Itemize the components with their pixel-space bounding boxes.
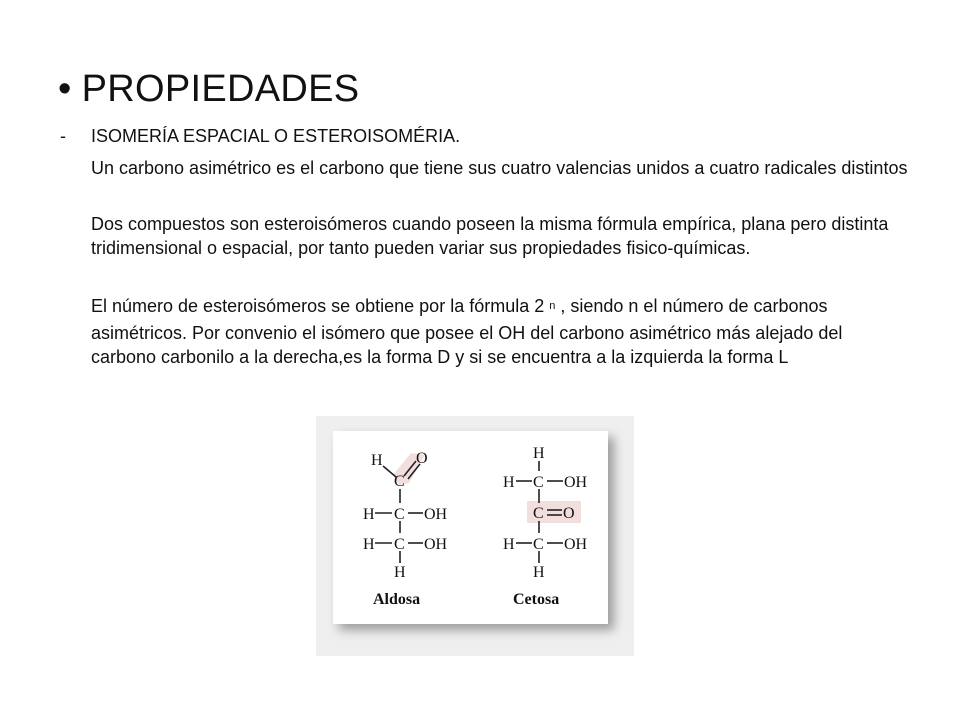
aldosa-h-bottom: H (394, 564, 406, 581)
bullet-icon: • (58, 68, 72, 110)
cetosa-h3: H (503, 536, 515, 553)
cetosa-o: O (563, 505, 575, 522)
formula-exponent: n (549, 300, 556, 312)
subheading-text: ISOMERÍA ESPACIAL O ESTEROISOMÉRIA. (91, 126, 461, 146)
cetosa-h1: H (503, 474, 515, 491)
formula-text-before: El número de esteroisómeros se obtiene por la fórmula 2 (91, 296, 550, 316)
aldosa-h2: H (363, 506, 375, 523)
structure-figure (333, 431, 608, 624)
cetosa-c2: C (533, 505, 544, 522)
aldosa-h-top: H (371, 452, 383, 469)
paragraph-formula (91, 294, 911, 369)
cetosa-h-bottom: H (533, 564, 545, 581)
aldosa-oh2: OH (424, 506, 448, 523)
title-text: PROPIEDADES (81, 68, 360, 110)
paragraph-asymmetric-carbon: Un carbono asimétrico es el carbono que tiene sus cuatro valencias unidos a cuatro radicales distintos (91, 158, 908, 178)
structure-diagram (333, 431, 608, 624)
cetosa-h-top: H (533, 445, 545, 462)
cetosa-c3: C (533, 536, 544, 553)
cetosa-oh1: OH (564, 474, 588, 491)
formula-text-after: , siendo n el número de carbonos asimétricos. Por convenio el isómero que posee el OH del carbono asimétrico más alejado del carbono carbonilo a la derecha,es la forma D y si se encuentra a la izquierda la forma L (91, 296, 843, 367)
aldosa-c2: C (394, 506, 405, 523)
cetosa-c1: C (533, 474, 544, 491)
cetosa-label: Cetosa (513, 591, 560, 608)
aldosa-o: O (416, 450, 428, 467)
aldosa-h3: H (363, 536, 375, 553)
subheading (60, 124, 460, 148)
aldosa-oh3: OH (424, 536, 448, 553)
aldosa-label: Aldosa (373, 591, 421, 608)
dash-marker: - (60, 126, 66, 146)
aldosa-c1: C (394, 473, 405, 490)
paragraph-stereoisomers: Dos compuestos son esteroisómeros cuando poseen la misma fórmula empírica, plana pero distinta tridimensional o espacial, por tanto pueden variar sus propiedades fisico-químicas. (91, 214, 889, 258)
aldosa-c3: C (394, 536, 405, 553)
cetosa-oh3: OH (564, 536, 588, 553)
slide-title (58, 66, 359, 112)
